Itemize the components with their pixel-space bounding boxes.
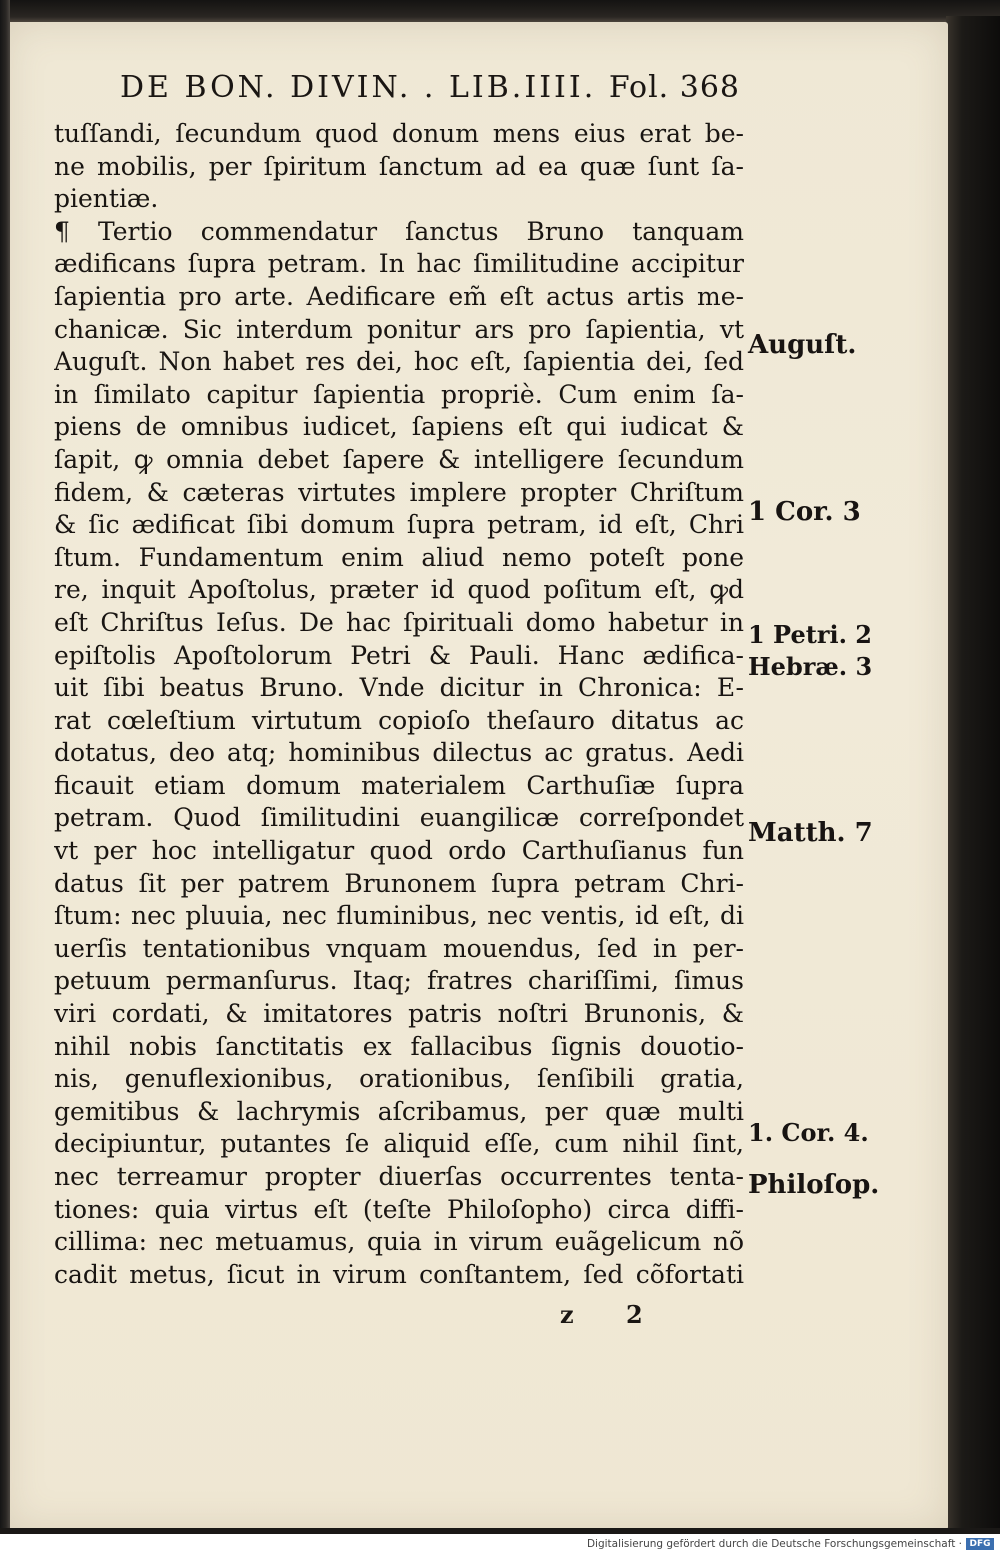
text-line: petuum permanſurus. Itaq; fratres chariſſimi, ſimus	[54, 966, 744, 996]
margin-note-philosop: Philoſop.	[748, 1170, 880, 1200]
text-line: cadit metus, ſicut in virum conſtantem, ſed cõfortati	[54, 1259, 744, 1289]
text-line: pientiæ.	[54, 184, 159, 214]
text-line: datus ſit per patrem Brunonem ſupra petram Chri-	[54, 868, 744, 898]
dfg-logo-icon: DFG	[966, 1538, 994, 1550]
margin-note-august: Auguſt.	[748, 330, 857, 360]
margin-note-hebrae: Hebræ. 3	[748, 652, 873, 681]
bleed-through-text	[776, 962, 783, 992]
text-line: Auguſt. Non habet res dei, hoc eſt, ſapientia dei, ſed	[54, 347, 744, 377]
margin-note-1-petri: 1 Petri. 2	[748, 620, 872, 649]
digitization-footer	[0, 1534, 1000, 1554]
margin-note-matth: Matth. 7	[748, 818, 873, 848]
text-line: fidem, & cæteras virtutes implere propter Chriſtum	[54, 477, 744, 507]
text-line: decipiuntur, putantes ſe aliquid eſſe, cum nihil ſint,	[54, 1129, 744, 1159]
text-line: ¶ Tertio commendatur ſanctus Bruno tanquam	[54, 216, 744, 246]
text-line: ſtum. Fundamentum enim aliud nemo poteſt pone	[54, 542, 744, 572]
text-line: uit ſibi beatus Bruno. Vnde dicitur in Chronica: E-	[54, 673, 744, 703]
signature-mark: z 2	[560, 1300, 665, 1329]
text-line: re, inquit Apoſtolus, præter id quod poſitum eſt, ꝙd	[54, 575, 744, 605]
text-line: gemitibus & lachrymis aſcribamus, per quæ multi	[54, 1096, 744, 1126]
running-head-title: DE BON. DIVIN. . LIB.IIII.	[120, 70, 597, 105]
scan-left-edge	[0, 0, 10, 1530]
text-line: uerſis tentationibus vnquam mouendus, ſed in per-	[54, 933, 744, 963]
text-line: tiones: quia virtus eſt (teſte Philoſopho) circa diffi-	[54, 1194, 744, 1224]
text-line: nis, genuflexionibus, orationibus, ſenſibili gratia,	[54, 1064, 744, 1094]
scan-top-edge	[0, 0, 1000, 24]
folio-number: Fol. 368	[608, 70, 740, 105]
text-line: ædificans ſupra petram. In hac ſimilitudine accipitur	[54, 249, 744, 279]
text-line: rat cœleſtium virtutum copioſo theſauro ditatus ac	[54, 705, 744, 735]
text-line: ſapit, ꝙ omnia debet ſapere & intelligere ſecundum	[54, 444, 744, 474]
text-line: epiſtolis Apoſtolorum Petri & Pauli. Hanc ædifica-	[54, 640, 744, 670]
text-line: chanicæ. Sic interdum ponitur ars pro ſapientia, vt	[54, 314, 744, 344]
text-line: & ſic ædificat ſibi domum ſupra petram, id eſt, Chri	[54, 510, 744, 540]
running-head	[120, 70, 740, 105]
text-line: petram. Quod ſimilitudini euangilicæ correſpondet	[54, 803, 744, 833]
text-line: nihil nobis ſanctitatis ex fallacibus ſignis douotio-	[54, 1031, 744, 1061]
text-line: ſapientia pro arte. Aedificare em̃ eſt actus artis me-	[54, 281, 744, 311]
text-line: piens de omnibus iudicet, ſapiens eſt qui iudicat &	[54, 412, 744, 442]
scan-right-edge	[946, 16, 1000, 1536]
text-line: ficauit etiam domum materialem Carthuſiæ ſupra	[54, 770, 744, 800]
text-line: ne mobilis, per ſpiritum ſanctum ad ea quæ ſunt ſa-	[54, 151, 744, 181]
text-line: vt per hoc intelligatur quod ordo Carthuſianus fun	[54, 836, 744, 866]
text-line: dotatus, deo atq; hominibus dilectus ac gratus. Aedi	[54, 738, 744, 768]
funding-credit: Digitalisierung gefördert durch die Deutsche Forschungsgemeinschaft ·	[586, 1538, 962, 1550]
text-line: nec terreamur propter diuerſas occurrentes tenta-	[54, 1162, 744, 1191]
text-line: ſtum: nec pluuia, nec fluminibus, nec ventis, id eſt, di	[54, 901, 744, 931]
margin-note-1-cor-4: 1. Cor. 4.	[748, 1118, 869, 1147]
body-text	[54, 118, 744, 1291]
text-line: tuſſandi, ſecundum quod donum mens eius erat be-	[54, 119, 744, 148]
margin-note-1-cor: 1 Cor. 3	[748, 497, 861, 527]
text-line: cillima: nec metuamus, quia in virum euãgelicum nõ	[54, 1227, 744, 1257]
text-line: eſt Chriſtus Ieſus. De hac ſpirituali domo habetur in	[54, 607, 744, 637]
text-line: in ſimilato capitur ſapientia propriè. Cum enim ſa-	[54, 379, 744, 409]
text-line: viri cordati, & imitatores patris noſtri Brunonis, &	[54, 999, 744, 1029]
